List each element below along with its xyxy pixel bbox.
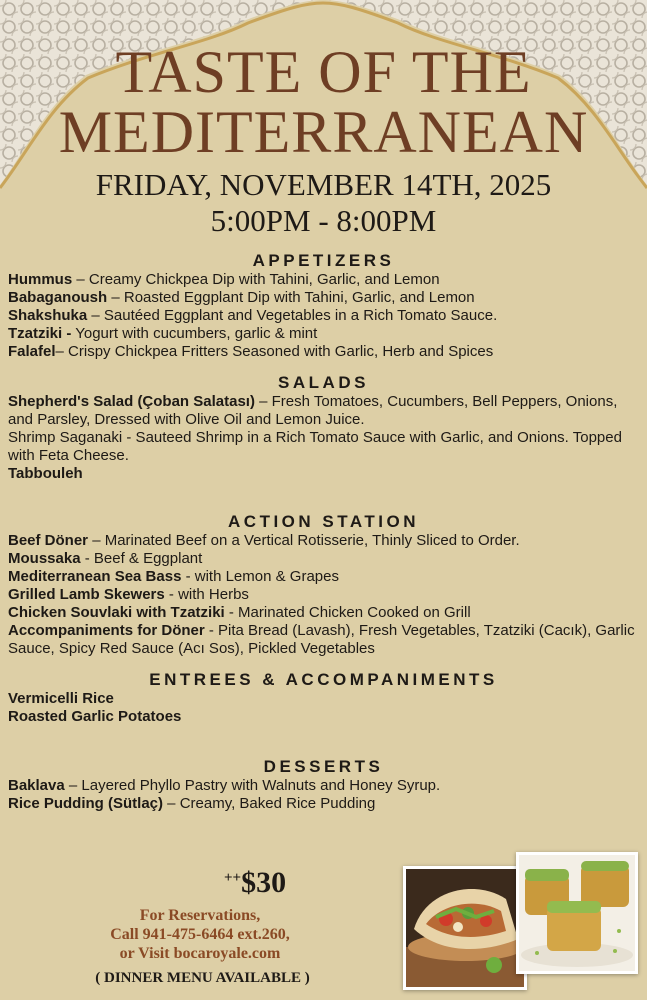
menu-item-desc: - Beef & Eggplant — [80, 550, 203, 567]
dinner-menu-note: ( DINNER MENU AVAILABLE ) — [95, 970, 310, 986]
menu-item-name: Moussaka — [8, 550, 81, 567]
doner-wrap-photo — [403, 866, 527, 990]
menu-item — [8, 429, 638, 465]
appetizers-list — [8, 271, 638, 361]
menu-item-name: Hummus — [8, 271, 73, 288]
menu-item — [8, 795, 638, 813]
menu-item — [8, 586, 638, 604]
menu-item-desc: Yogurt with cucumbers, garlic & mint — [71, 325, 318, 342]
menu-item — [8, 393, 638, 429]
menu-item-desc: - with Herbs — [164, 586, 249, 603]
menu-item — [8, 708, 638, 726]
menu-item-desc: – Roasted Eggplant Dip with Tahini, Garlic, and Lemon — [107, 289, 475, 306]
menu-item-desc: – Marinated Beef on a Vertical Rotisserie, Thinly Sliced to Order. — [88, 532, 520, 549]
menu-item-name: Baklava — [8, 777, 65, 794]
reservation-line-2: Call 941-475-6464 ext.260, — [110, 926, 290, 943]
price-prefix: ++ — [224, 870, 242, 886]
menu-item-name: Tabbouleh — [8, 465, 83, 482]
menu-item — [8, 307, 638, 325]
price-amount: $30 — [241, 866, 287, 899]
menu-item-name: Roasted Garlic Potatoes — [8, 708, 182, 725]
menu-item-name: Accompaniments for Döner — [8, 622, 205, 639]
menu-item-desc: - Marinated Chicken Cooked on Grill — [224, 604, 471, 621]
menu-item — [8, 532, 638, 550]
menu-item-name: Beef Döner — [8, 532, 89, 549]
menu-item-name: Falafel — [8, 343, 56, 360]
menu-item-desc: – Fresh Tomatoes, Cucumbers, Bell Peppers, Onions, and Parsley, Dressed with Olive Oil and Lemon Juice. — [8, 393, 618, 428]
menu-item-name: Vermicelli Rice — [8, 690, 114, 707]
menu-item — [8, 343, 638, 361]
entrees-heading: ENTREES & ACCOMPANIMENTS — [149, 670, 498, 689]
menu-item-desc: – Creamy, Baked Rice Pudding — [163, 795, 376, 812]
menu-item — [8, 777, 638, 795]
menu-item-desc: Shrimp Saganaki - Sauteed Shrimp in a Rich Tomato Sauce with Garlic, and Onions. Topped with Feta Cheese. — [8, 429, 622, 464]
menu-item — [8, 568, 638, 586]
menu-item — [8, 289, 638, 307]
menu-item-name: Mediterranean Sea Bass — [8, 568, 182, 585]
menu-item-desc: - with Lemon & Grapes — [181, 568, 339, 585]
event-time: 5:00PM - 8:00PM — [210, 203, 437, 238]
salads-heading: SALADS — [278, 373, 369, 392]
desserts-list — [8, 777, 638, 813]
menu-item-name: Shakshuka — [8, 307, 88, 324]
action-station-heading: ACTION STATION — [228, 512, 419, 531]
menu-item — [8, 690, 638, 708]
reservation-line-3: or Visit bocaroyale.com — [119, 945, 281, 962]
desserts-heading: DESSERTS — [263, 757, 384, 776]
appetizers-heading: APPETIZERS — [252, 251, 395, 270]
menu-item-desc: – Creamy Chickpea Dip with Tahini, Garlic, and Lemon — [72, 271, 440, 288]
title-line-1: TASTE OF THE — [115, 39, 532, 105]
event-date: FRIDAY, NOVEMBER 14TH, 2025 — [95, 167, 552, 202]
menu-item-name: Shepherd's Salad (Çoban Salatası) — [8, 393, 255, 410]
menu-item-desc: – Layered Phyllo Pastry with Walnuts and Honey Syrup. — [64, 777, 441, 794]
menu-item — [8, 465, 638, 483]
menu-item-name: Grilled Lamb Skewers — [8, 586, 165, 603]
menu-item — [8, 271, 638, 289]
price — [224, 866, 286, 900]
menu-item-desc: – Crispy Chickpea Fritters Seasoned with Garlic, Herb and Spices — [55, 343, 494, 360]
menu-item — [8, 550, 638, 568]
reservation-line-1: For Reservations, — [139, 907, 261, 924]
menu-item-desc: - Pita Bread (Lavash), Fresh Vegetables, Tzatziki (Cacık), Garlic Sauce, Spicy Red Sauce (Acı Sos), Pickled Vegetables — [8, 622, 635, 657]
action-station-list — [8, 532, 638, 658]
menu-item-name: Rice Pudding (Sütlaç) — [8, 795, 164, 812]
menu-item-name: Tzatziki - — [8, 325, 72, 342]
salads-list — [8, 393, 638, 483]
menu-item — [8, 622, 638, 658]
menu-item-name: Chicken Souvlaki with Tzatziki — [8, 604, 225, 621]
entrees-list — [8, 690, 638, 726]
menu-item-name: Babaganoush — [8, 289, 108, 306]
baklava-photo — [516, 852, 638, 974]
menu-item — [8, 325, 638, 343]
title-line-2: MEDITERRANEAN — [58, 99, 589, 165]
menu-item — [8, 604, 638, 622]
menu-item-desc: – Sautéed Eggplant and Vegetables in a Rich Tomato Sauce. — [87, 307, 498, 324]
